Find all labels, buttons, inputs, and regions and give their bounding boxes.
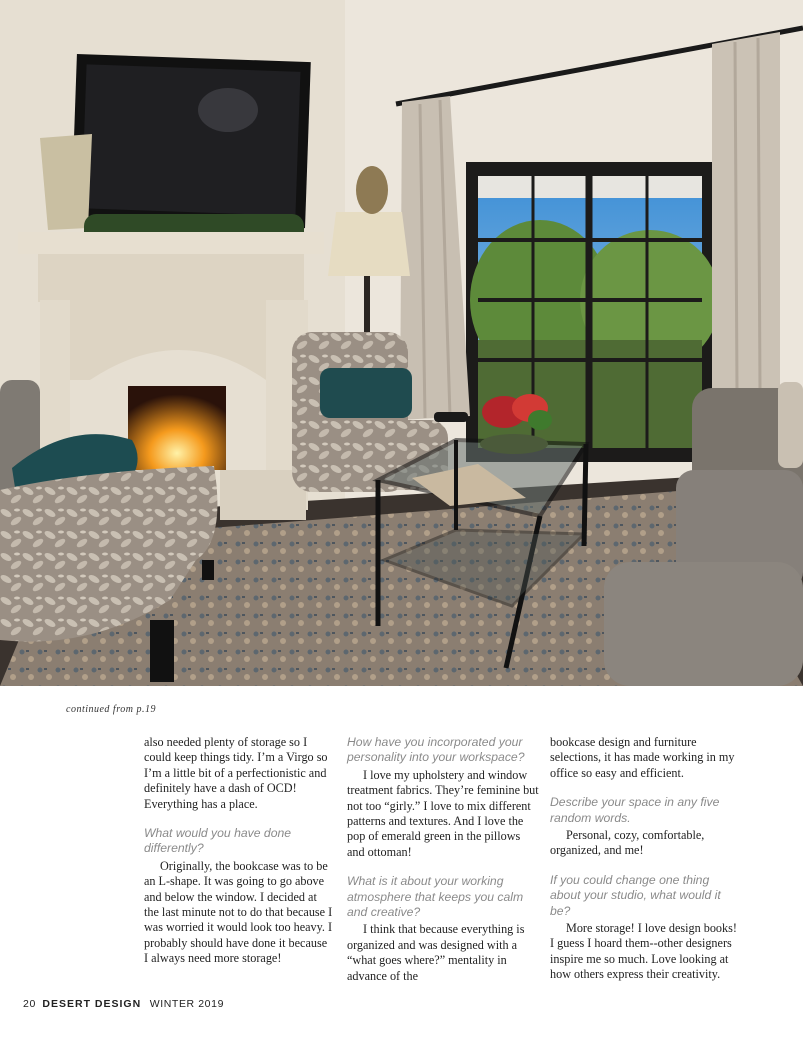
- article-column-1: [144, 735, 334, 967]
- body-paragraph: bookcase design and furniture selections, it has made working in my office so easy and efficient.: [550, 735, 735, 780]
- page-number: 20: [23, 998, 36, 1010]
- article-column-2: [347, 735, 539, 984]
- question-heading: How have you incorporated your personality into your workspace?: [347, 735, 525, 765]
- magazine-title: DESERT DESIGN: [42, 998, 142, 1010]
- question-heading: What is it about your working atmosphere that keeps you calm and creative?: [347, 874, 524, 920]
- body-paragraph: also needed plenty of storage so I could keep things tidy. I’m a Virgo so I’m a little bit of a perfectionistic and definitely have a dash of OCD! Everything has a place.: [144, 735, 328, 811]
- answer-paragraph: Personal, cozy, comfortable, organized, and me!: [550, 828, 705, 858]
- question-heading: If you could change one thing about your studio, what would it be?: [550, 872, 721, 918]
- answer-paragraph: I love my upholstery and window treatment fabrics. They’re feminine but not too “girly.” I love to mix different patterns and textures. And I love the pop of emerald green in the pillows and ottoman!: [347, 767, 539, 859]
- answer-paragraph: More storage! I love design books! I guess I hoard them--other designers inspire me so much. Love looking at how others express their creativity.: [550, 921, 737, 982]
- issue-label: WINTER 2019: [149, 998, 225, 1010]
- answer-paragraph: Originally, the bookcase was to be an L-shape. It was going to go above and below the window. I decided at the last minute not to do that because I was worried it would look too heavy. I probably should have done it because I always need more storage!: [144, 858, 333, 966]
- continued-note: continued from p.19: [66, 704, 156, 715]
- question-heading: Describe your space in any five random words.: [550, 795, 720, 825]
- answer-paragraph: I think that because everything is organized and was designed with a “what goes where?” mentality in advance of the: [347, 922, 525, 983]
- article-column-3: [550, 735, 742, 983]
- page-footer: [23, 998, 224, 1010]
- question-heading: What would you have done differently?: [144, 826, 292, 856]
